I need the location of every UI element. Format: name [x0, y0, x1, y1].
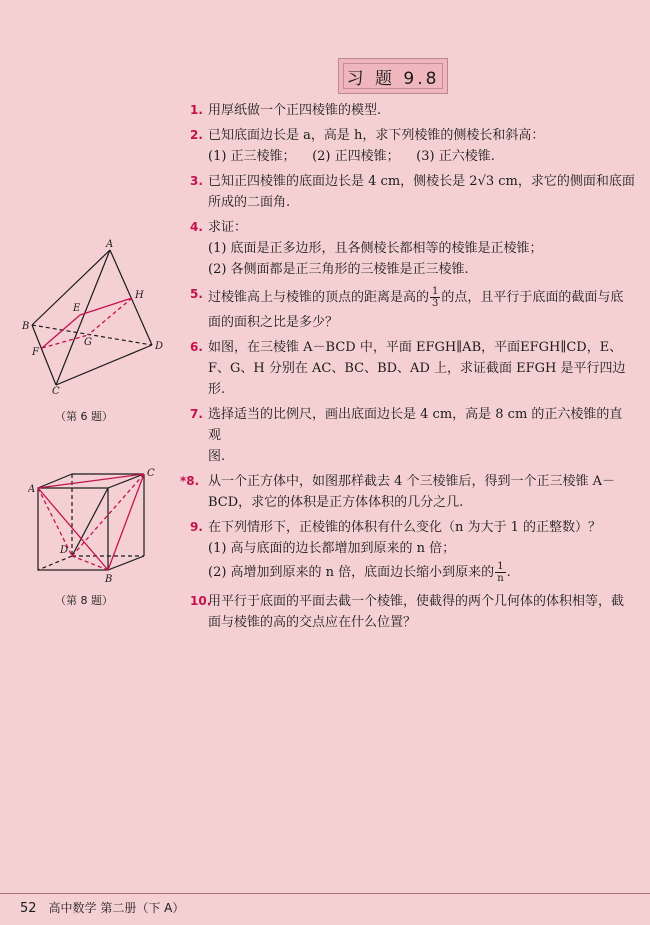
problem-text-line: 面与棱锥的高的交点应在什么位置？ [208, 615, 417, 630]
problem-sub-item: (1) 底面是正多边形，且各侧棱长都相等的棱锥是正棱锥； [208, 241, 543, 256]
fraction [430, 286, 440, 309]
cube-hidden-edge [38, 556, 72, 570]
label-d: D [60, 545, 69, 556]
problem-text-line [208, 284, 635, 312]
problem-sub-item: (1) 高与底面的边长都增加到原来的 n 倍； [208, 541, 456, 556]
figure-6-caption: （第 6 题） [55, 410, 113, 423]
fraction-denominator: n [497, 573, 504, 584]
problem-number: 10. [190, 594, 212, 608]
text-part: 的点，且平行于底面的截面与底 [441, 290, 624, 305]
problem-number: 6. [190, 340, 203, 354]
text-part: (2) 高增加到原来的 n 倍，底面边长缩小到原来的 [208, 565, 495, 580]
problem-text-line: 所成的二面角. [208, 195, 291, 210]
problem-text-line: 形. [208, 382, 226, 397]
problem-text: 已知底面边长是 a，高是 h，求下列棱锥的侧棱长和斜高： [208, 128, 545, 143]
problem-6 [190, 337, 635, 400]
problem-text-line: 选择适当的比例尺，画出底面边长是 4 cm，高是 8 cm 的正六棱锥的直观 [208, 407, 623, 443]
problem-number: 7. [190, 407, 203, 421]
problem-7 [190, 404, 635, 467]
tetra-edge-ab [38, 488, 108, 570]
edge-ad [110, 250, 152, 345]
book-title: 高中数学 第二册（下 A） [48, 901, 185, 915]
label-h: H [135, 290, 144, 301]
problem-3 [190, 171, 635, 213]
edge-ab [32, 250, 110, 325]
problem-number: 2. [190, 128, 203, 142]
label-b: B [105, 574, 113, 585]
edge-bd [32, 325, 152, 345]
problem-text-line: F、G、H 分别在 AC、BC、BD、AD 上，求证截面 EFGH 是平行四边 [208, 361, 626, 376]
problem-text-line: 面的面积之比是多少？ [208, 315, 339, 330]
problem-text-line: 图. [208, 449, 226, 464]
problem-text-line [208, 171, 635, 192]
footer-divider [0, 893, 650, 894]
edge-ac [56, 250, 110, 385]
label-b: B [22, 321, 30, 332]
section-hg [88, 298, 132, 335]
problem-number: 5. [190, 287, 203, 301]
label-f: F [32, 347, 39, 358]
problem-sub-item: (2) 各侧面都是正三角形的三棱锥是正三棱锥. [208, 262, 469, 277]
section-title: 习 题 9.8 [343, 63, 443, 89]
problem-9 [190, 517, 635, 587]
label-a: A [106, 239, 114, 250]
problem-1 [190, 100, 635, 121]
problem-2 [190, 125, 635, 167]
problem-text-line: 从一个正方体中，如图那样截去 4 个三棱锥后，得到一个正三棱锥 A－ [208, 474, 616, 489]
problem-number: 9. [190, 520, 203, 534]
problem-8 [180, 471, 635, 513]
problem-number: 3. [190, 174, 203, 188]
sqrt-expression: √3 [477, 174, 495, 189]
fraction-numerator: 1 [432, 286, 439, 297]
fraction-numerator: 1 [495, 561, 505, 573]
problem-text: 用厚纸做一个正四棱锥的模型. [208, 103, 382, 118]
fraction [495, 561, 505, 584]
page-footer [20, 899, 184, 916]
problem-10 [190, 591, 635, 633]
text-part: 已知正四棱锥的底面边长是 4 cm，侧棱长是 2 [208, 174, 478, 189]
label-c: C [52, 386, 60, 395]
problem-text-line: 如图，在三棱锥 A－BCD 中，平面 EFGH∥AB，平面EFGH∥CD，E、 [208, 340, 623, 355]
problem-number: 1. [190, 103, 203, 117]
label-a: A [28, 484, 36, 495]
text-part: cm，求它的侧面和底面 [494, 174, 635, 189]
figure-8-caption: （第 8 题） [55, 594, 113, 607]
fraction-denominator: 3 [432, 298, 439, 309]
text-part: . [506, 565, 511, 580]
figure-6-diagram [20, 235, 180, 395]
edge-cd [56, 345, 152, 385]
cube-edge [108, 556, 144, 570]
problem-text-line: BCD，求它的体积是正方体体积的几分之几. [208, 495, 464, 510]
problem-text-line: 用平行于底面的平面去截一个棱锥，使截得的两个几何体的体积相等，截 [208, 594, 625, 609]
problem-5 [190, 284, 635, 333]
problem-sub-items: (1) 正三棱锥； (2) 正四棱锥； (3) 正六棱锥. [208, 149, 495, 164]
problem-list [180, 100, 635, 637]
problem-number: *8. [180, 474, 200, 488]
problem-4 [190, 217, 635, 280]
section-header [338, 58, 448, 94]
problem-sub-item [208, 559, 635, 587]
page-number: 52 [20, 901, 37, 916]
figure-8-diagram [28, 460, 163, 585]
label-d: D [155, 341, 164, 352]
problem-text-line: 在下列情形下，正棱锥的体积有什么变化（n 为大于 1 的正整数）？ [208, 520, 602, 535]
label-g: G [84, 337, 92, 348]
problem-text: 求证： [208, 220, 248, 235]
text-part: 过棱锥高上与棱锥的顶点的距离是高的 [208, 290, 430, 305]
problem-number: 4. [190, 220, 203, 234]
label-e: E [73, 303, 81, 314]
label-c: C [147, 468, 155, 479]
